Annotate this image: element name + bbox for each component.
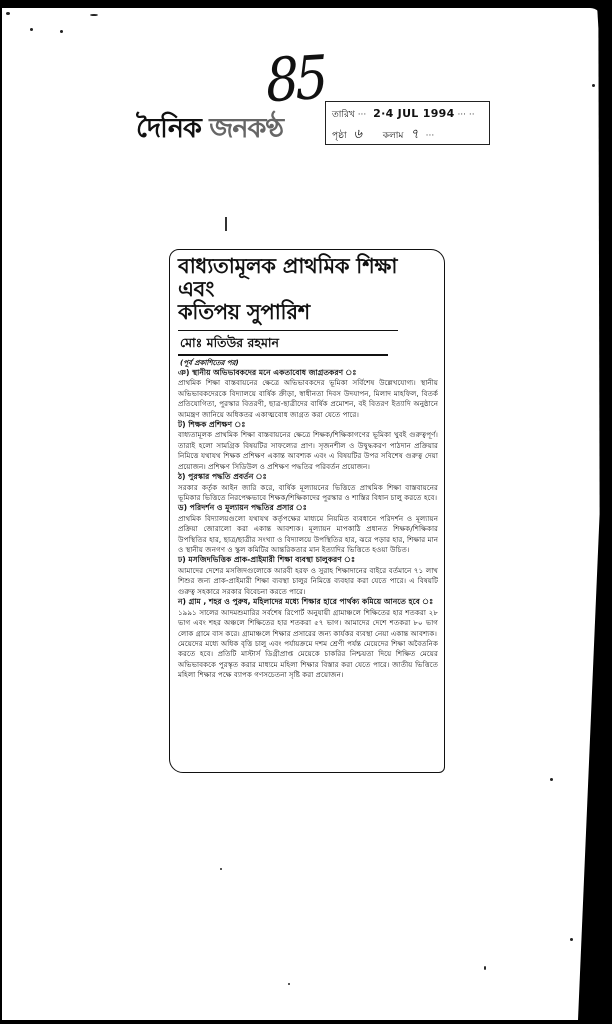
section-heading: ঠ) পুরস্কার পদ্ধতি প্রবর্তন ঃ bbox=[178, 472, 267, 482]
section-paragraph: বাধ্যতামূলক প্রাথমিক শিক্ষা বাস্তবায়নের ক্ষেত্রে শিক্ষক/শিক্ষিকাগণের ভূমিকা খুবই গুরুত্বপূর্ণ। তারাই হলো সামগ্রিক বিষয়টির সাফল্যের প্রাণ। সৃজনশীল ও উদ্বুদ্ধকরণ পাঠদান প্রক্রিয়ার নিমিত্তে যথাযথ শিক্ষক প্রশিক্ষণ একান্ত আবশ্যক এবং এ বিষয়টির উপর সবিশেষ গুরুত্ব দেয়া প্রয়োজন। প্রশিক্ষণ সিডিউল ও প্রশিক্ষণ পদ্ধতির পরিবর্তন প্রয়োজন। bbox=[178, 430, 438, 471]
section-paragraph: প্রাথমিক বিদ্যালয়গুলো যথাযথ কর্তৃপক্ষের মাধ্যমে নিয়মিত ব্যবধানে পরিদর্শন ও মূল্যায়ন প্রক্রিয়া জোরালো করা একান্ত আবশ্যক। মূল্যায়ন মাপকাঠি প্রধানত শিক্ষক/শিক্ষিকার উপস্থিতির হার, ছাত্র/ছাত্রীর সংখ্যা ও বিদ্যালয়ে উপস্থিতির হার, ঝরে পড়ার হার, শিক্ষার মান ও স্থানীয় জনগণ ও স্কুল কমিটির আন্তরিকতার মান ইত্যাদির ভিত্তিতে হওয়া উচিত। bbox=[178, 513, 438, 555]
scan-speck bbox=[484, 966, 486, 970]
title-line-2: এবং bbox=[178, 277, 215, 301]
title-line-1: বাধ্যতামূলক প্রাথমিক শিক্ষা bbox=[178, 254, 398, 278]
stamp-dots: ··· bbox=[357, 110, 367, 120]
handwritten-number: 85 bbox=[264, 43, 326, 117]
section bbox=[178, 472, 438, 503]
article-title bbox=[178, 255, 438, 324]
scan-speck bbox=[90, 14, 98, 16]
newspaper-masthead bbox=[136, 115, 283, 142]
section-paragraph: ১৯৯১ সালের আদমশুমারির সর্বশেষ রিপোর্ট অনুযায়ী গ্রামাঞ্চলে শিক্ষিতের হার শতকরা ২৮ ভাগ এবং শহর অঞ্চলে শিক্ষিতের হার শতকরা ৫৭ ভাগ। আমাদের দেশে শতকরা ৮০ ভাগ লোক গ্রামে বাস করে। গ্রামাঞ্চলে শিক্ষার প্রসারের জন্য কার্যকর ব্যবস্থা নেয়া একান্ত আবশ্যক। bbox=[178, 607, 438, 638]
byline-rule-bottom bbox=[178, 354, 388, 355]
masthead-part1: দৈনিক bbox=[136, 113, 210, 144]
scan-speck bbox=[6, 12, 10, 15]
stamp-page-row bbox=[332, 125, 434, 146]
date-stamp bbox=[325, 101, 490, 145]
masthead-part2: জনকণ্ঠ bbox=[209, 113, 284, 144]
section bbox=[178, 597, 438, 680]
continued-note: (পূর্ব প্রকাশিতের পর) bbox=[180, 358, 239, 367]
scan-speck bbox=[550, 778, 553, 781]
stamp-column-value: ৭ bbox=[410, 127, 419, 142]
stamp-dots: ··· ·· bbox=[457, 110, 475, 120]
scan-speck bbox=[220, 868, 222, 870]
stamp-page-value: ৬ bbox=[353, 127, 362, 142]
section-paragraph: মেয়েদের মধ্যে অধিক বৃত্তি চালু এবং পর্যায়ক্রমে দশম শ্রেণী পর্যন্ত মেয়েদের শিক্ষা অবৈতনিক করতে হবে। প্রতিটি মাস্টার্স ডিগ্রীপ্রাপ্ত মেয়েকে চাকরির নিশ্চয়তা দিয়ে শিক্ষিত মেয়ের অভিভাবককে পুরস্কৃত করার মাধ্যমে মহিলা শিক্ষার বিস্তার করা যেতে পারে। জাতীয় ভিত্তিতে মহিলা শিক্ষার পক্ষে ব্যাপক গণসচেতনা সৃষ্টি করা প্রয়োজন। bbox=[178, 638, 438, 680]
scan-speck bbox=[288, 983, 290, 985]
stamp-dots: ··· bbox=[425, 131, 435, 141]
title-line-3: কতিপয় সুপারিশ bbox=[178, 300, 310, 324]
section-heading: ড) পরিদর্শন ও মূল্যায়ন পদ্ধতির প্রসার ঃ bbox=[178, 503, 307, 513]
stamp-date-value: 2·4 JUL 1994 bbox=[373, 107, 455, 120]
article-byline: মোঃ মতিউর রহমান bbox=[180, 335, 279, 351]
section bbox=[178, 420, 438, 472]
byline-rule-top bbox=[178, 330, 398, 331]
stamp-page-label: পৃষ্ঠা bbox=[332, 131, 347, 141]
scan-speck bbox=[30, 28, 33, 31]
stamp-date-row bbox=[332, 107, 475, 122]
section-heading: ট) শিক্ষক প্রশিক্ষণ ঃ bbox=[178, 419, 246, 429]
section-paragraph: সরকার কর্তৃক আইন জারি করে, বার্ষিক মূল্যায়নের ভিত্তিতে প্রাথমিক শিক্ষা বাস্তবায়নের ভূমিকার ভিত্তিতে নিরপেক্ষভাবে শিক্ষক/শিক্ষিকাদের পুরস্কার ও শাস্তির বিধান চালু করতে হবে। bbox=[178, 482, 438, 502]
section bbox=[178, 368, 438, 420]
article-clipping bbox=[169, 249, 445, 773]
section-paragraph: প্রাথমিক শিক্ষা বাস্তবায়নের ক্ষেত্রে অভিভাবকদের ভূমিকা সর্বিশেষ উল্লেখযোগ্য। স্থানীয় অভিভাবকদেরকে বিদ্যালয়ে বার্ষিক ক্রীড়া, স্বাধীনতা দিবস উদযাপন, মিলাদ মাহফিল, বিতর্ক প্রতিযোগিতা, পুরস্কার বিতরণী, ছাত্র-ছাত্রীদের বার্ষিক প্রমোশন, বই বিতরণ ইত্যাদি অনুষ্ঠানে আমন্ত্রণ জানিয়ে অধিকতর একাত্মবোধ জাগ্রত করা যেতে পারে। bbox=[178, 378, 438, 419]
section-paragraph: আমাদের দেশের মসজিদগুলোকে আরবী হরফ ও সুরাহ শিক্ষাদানের বাইরে বর্তমানে ৭১ লাখ শিশুর জন্য প্রাক-প্রাইমারী শিক্ষা ব্যবস্থা চালুর নিমিত্তে ব্যবহার করা যেতে পারে। এ বিষয়টি গুরুত্ব সহকারে সরকার বিবেচনা করতে পারে। bbox=[178, 565, 438, 596]
section-heading: ঞ) স্থানীয় অভিভাবকদের মনে একতাবোধ জাগ্রতকরণ ঃ bbox=[178, 367, 357, 377]
section-heading: ঢ) মসজিদভিত্তিক প্রাক-প্রাইমারী শিক্ষা ব্যবস্থা চালুকরণ ঃ bbox=[178, 555, 356, 565]
section bbox=[178, 555, 438, 597]
stamp-column-label: কলাম bbox=[382, 131, 404, 141]
scan-speck bbox=[60, 30, 63, 33]
section-heading: ন) গ্রাম , শহর ও পুরুষ, মহিলাদের মধ্যে শিক্ষার হারে পার্থক্য কমিয়ে আনতে হবে ঃ bbox=[178, 597, 434, 607]
pencil-mark bbox=[225, 217, 227, 231]
scan-speck bbox=[570, 938, 573, 941]
stamp-date-label: তারিখ bbox=[332, 110, 355, 120]
scan-speck bbox=[592, 84, 595, 87]
section bbox=[178, 503, 438, 555]
